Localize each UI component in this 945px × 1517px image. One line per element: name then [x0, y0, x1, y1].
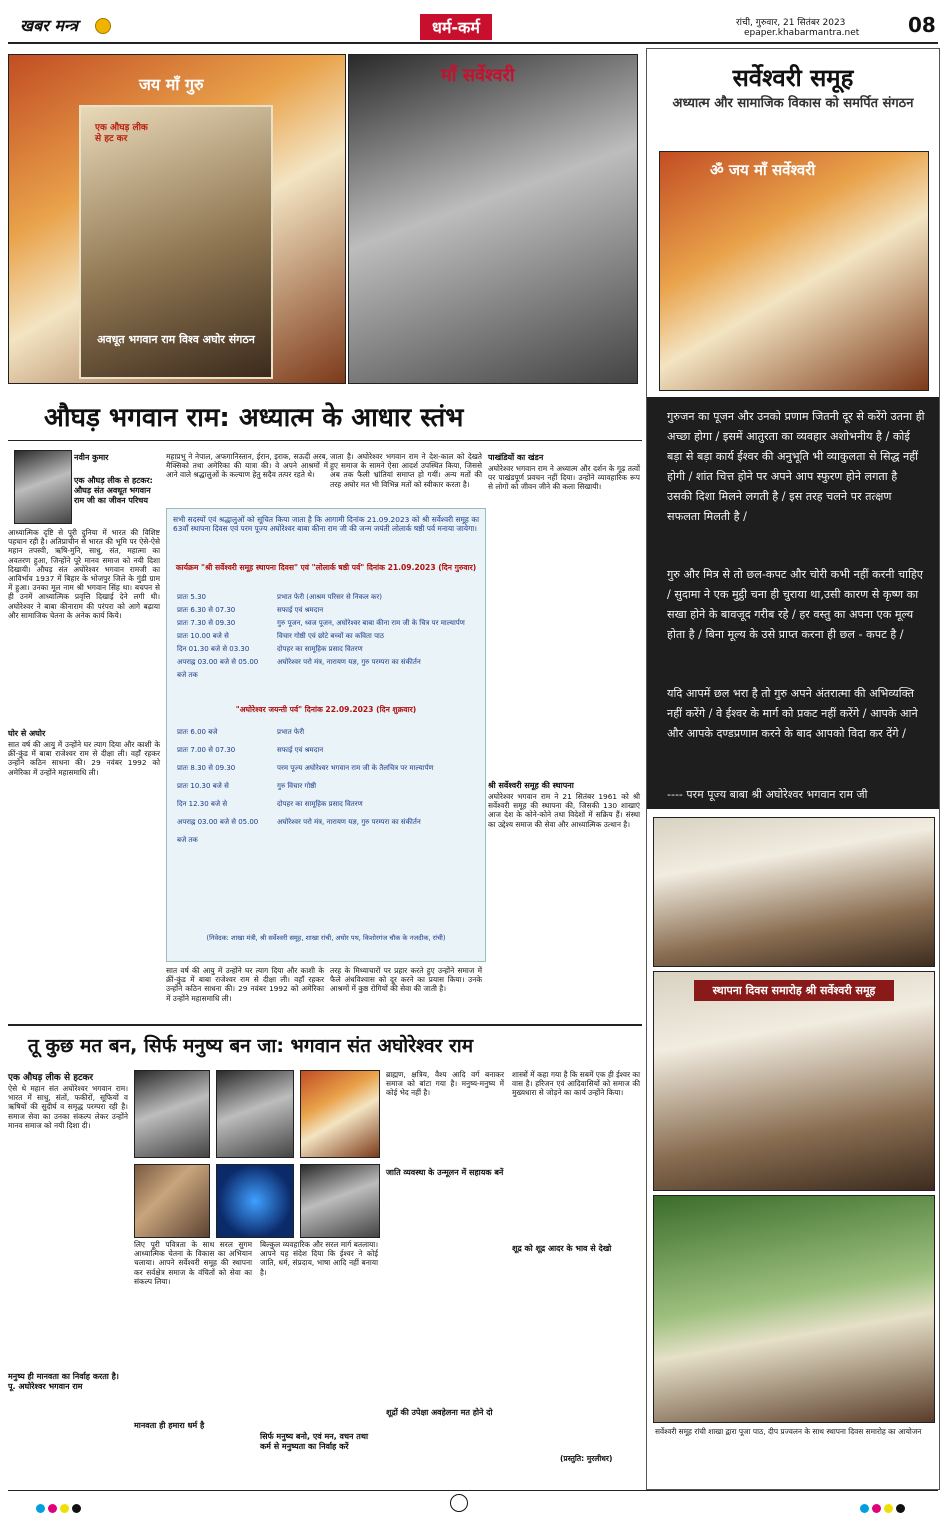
article2-col5-text: शास्त्रों में कहा गया है कि सबमें एक ही ईश्वर का वास है। हरिजन एवं आदिवासियों को समाज की मुख्यधारा से जोड़ने का कार्य उन्होंने किया।: [512, 1070, 640, 1098]
schedule-row: [177, 604, 477, 617]
schedule-time: प्रातः 5.30: [177, 593, 207, 601]
article2-subhead: एक औघड़ लीक से हटकर: [8, 1073, 94, 1083]
article2-col4-subhead: जाति व्यवस्था के उन्मूलन में सहायक बनें: [386, 1168, 504, 1177]
notice-intro: सभी सदस्यों एवं श्रद्धालुओं को सूचित किया जाता है कि आगामी दिनांक 21.09.2023 को श्री सर्वेश्वरी समूह का 63वाँ स्थापना दिवस एवं परम पूज्य अघोरेश्वर बाबा कीना राम जी की जन्म जयंती लोलार्क षष्ठी पर्व मनाया जायेगा।: [173, 515, 479, 534]
article1-intro: एक औघड़ लीक से हटकर: औघड़ संत अवधूत भगवान राम जी का जीवन परिचय: [74, 476, 153, 505]
schedule-event: सफाई एवं श्रमदान: [277, 746, 324, 754]
schedule-row: [177, 759, 477, 777]
page-number: 08: [908, 13, 936, 37]
schedule2-table: [177, 723, 477, 849]
schedule-event: सफाई एवं श्रमदान: [277, 606, 324, 614]
schedule-time: प्रातः 10.00 बजे से: [177, 632, 229, 640]
photo-caption-ma: माँ सर्वेश्वरी: [441, 65, 515, 86]
sidebar-subtitle: अध्यात्म और सामाजिक विकास को समर्पित संगठन: [672, 96, 914, 111]
schedule-row: [177, 656, 477, 682]
article1-top-rule: [8, 440, 642, 441]
header-divider: [8, 42, 938, 44]
schedule1-title: कार्यक्रम "श्री सर्वेश्वरी समूह स्थापना दिवस" एवं "लोलार्क षष्ठी पर्व" दिनांक 21.09.2023 (दिन गुरुवार): [175, 563, 477, 572]
photo-ma-sarveshwari: [659, 151, 929, 391]
quote-paragraph-3: यदि आपमें छल भरा है तो गुरु अपने अंतरात्मा की अभिव्यक्ति नहीं करेंगे / वे ईश्वर के मार्ग को प्रकट नहीं करेंगे / आपके आने और आपके दण्डप्रणाम करने के बाद आपको विदा कर देंगे /: [667, 687, 918, 740]
schedule-event: दोपहर का सामूहिक प्रसाद वितरण: [277, 645, 363, 653]
article1-col1b-text: सात वर्ष की आयु में उन्होंने घर त्याग दिया और काशी के क्रीं-कुंड में बाबा राजेश्वर राम से दीक्षा ली। वहाँ रहकर उन्होंने कठिन साधना की। 29 नवंबर 1992 को अमेरिका में उन्होंने महासमाधि ली।: [8, 740, 160, 777]
quote-paragraph-2: गुरु और मित्र से तो छल-कपट और चोरी कभी नहीं करनी चाहिए / सुदामा ने एक मुट्ठी चना ही चुराया था,उसी कारण से कृष्ण का सखा होने के बावजूद गरीब रहे / हर वस्तु का अपना एक मूल्य होता है / बिना मूल्य के उसे प्राप्त करना ही छल - कपट है /: [667, 568, 923, 641]
schedule-event: अघोरेश्वर परो मंत्र, नारायण यज्ञ, गुरु परम्परा का संकीर्तन: [277, 658, 421, 666]
photo-plantation: [653, 1195, 935, 1423]
article2-col1-text: ऐसे थे महान संत अघोरेश्वर भगवान राम। भारत में साधु, संतों, फकीरों, सूफियों व ऋषियों की सुदीर्घ व समृद्ध परम्परा रही है। समाज सेवा का उनका संकल्प लेकर उन्होंने मानव समाज को नयी दिशा दी।: [8, 1084, 128, 1130]
article2-headline: तू कुछ मत बन, सिर्फ मनुष्य बन जा: भगवान संत अघोरेश्वर राम: [28, 1035, 474, 1057]
schedule-time: प्रातः 8.30 से 09.30: [177, 764, 236, 772]
photo-ceremony-1: [653, 817, 935, 967]
article1-col4b-text: अघोरेश्वर भगवान राम ने 21 सितंबर 1961 को श्री सर्वेश्वरी समूह की स्थापना की, जिसकी 130 शाखाएं आज देश के कोने-कोने तथा विदेशों में सक्रिय हैं। संस्था का उद्देश्य समाज की सेवा और आध्यात्मिक उत्थान है।: [488, 792, 640, 829]
schedule-time: दिन 01.30 बजे से 03.30: [177, 645, 250, 653]
schedule-row: [177, 643, 477, 656]
sidebar-title: सर्वेश्वरी समूह: [732, 64, 854, 92]
schedule-event: गुरु पूजन, ध्वज पूजन, अघोरेश्वर बाबा कीना राम जी के चित्र पर माल्यार्पण: [277, 619, 465, 627]
article2-col2-subhead: मानवता ही हमारा धर्म है: [134, 1421, 205, 1430]
article2-col1-subhead: मनुष्य ही मानवता का निर्वाह करता है। पू. अघोरेश्वर भगवान राम: [8, 1372, 119, 1391]
sidebar-bottom-caption: सर्वेश्वरी समूह रांची शाखा द्वारा पूजा पाठ, दीप प्रज्वलन के साथ स्थापना दिवस समारोह का आयोजन: [655, 1427, 922, 1436]
portrait-3: [300, 1070, 380, 1158]
site-url[interactable]: epaper.khabarmantra.net: [744, 28, 860, 38]
registration-marks-left: [36, 1498, 84, 1517]
schedule-event: प्रभात फेरी: [277, 728, 305, 736]
schedule-row: [177, 777, 477, 795]
article2-col3-subhead: सिर्फ मनुष्य बनो, एवं मन, वचन तथा कर्म से मनुष्यता का निर्वाह करें: [260, 1432, 369, 1451]
portrait-6: [300, 1164, 380, 1238]
quote-paragraph-1: गुरुजन का पूजन और उनको प्रणाम जितनी दूर से करेंगे उतना ही अच्छा होगा / इसमें आतुरता का व्यवहार अशोभनीय है / कोई बड़ा से बड़ा कार्य ईश्वर की अनुभूति भी व्याकुलता से सिद्ध नहीं होगी / शांत चित्त होने पर अपने आप स्फुरण होने लगता है उसकी दिशा मिलने लगती है / इस तरह चलने पर तत्क्षण सफलता मिलती है /: [667, 410, 925, 523]
quote-box: [647, 397, 939, 809]
article2-col3-text: बिल्कुल व्यवहारिक और सरल मार्ग बतलाया। आपने यह संदेश दिया कि ईश्वर ने कोई जाति, धर्म, संप्रदाय, भाषा आदि नहीं बनाया है।: [260, 1240, 378, 1277]
article2-col2-text: लिए पूरी पवित्रता के साथ सरल सुगम आध्यात्मिक चेतना के विकास का अभियान चलाया। आपने सर्वेश्वरी समूह की स्थापना कर सर्वक्षेत्र समाज के वंचितों को सेवा का संकल्प लिया।: [134, 1240, 252, 1286]
book-cover: [79, 105, 273, 379]
crosshair-icon: [450, 1494, 468, 1512]
notice-footer: (निवेदक: शाखा मंत्री, श्री सर्वेश्वरी समूह, शाखा रांची, अघोर पथ, किशोरगंज चौक के नजदीक, रांची): [206, 934, 446, 942]
schedule-row: [177, 813, 477, 849]
portrait-5: [216, 1164, 294, 1238]
portrait-2: [216, 1070, 294, 1158]
program-notice: [166, 508, 486, 962]
schedule-row: [177, 723, 477, 741]
schedule1-table: [177, 591, 477, 682]
schedule-event: परम पूज्य अघोरेश्वर भगवान राम जी के तैलचित्र पर माल्यार्पण: [277, 764, 434, 772]
article1-col1-subhead: घोर से अघोर: [8, 729, 46, 738]
schedule-event: दोपहर का सामूहिक प्रसाद वितरण: [277, 800, 363, 808]
schedule-time: प्रातः 6.00 बजे: [177, 728, 218, 736]
article2-top-rule: [8, 1024, 642, 1026]
dateline: रांची, गुरुवार, 21 सितंबर 2023: [736, 18, 846, 28]
sidebar-photo-caption: ॐ जय माँ सर्वेश्वरी: [710, 161, 816, 179]
brand-emblem-icon: [95, 18, 111, 34]
schedule-event: विचार गोष्ठी एवं छोटे बच्चों का कविता पाठ: [277, 632, 384, 640]
schedule-time: प्रातः 10.30 बजे से: [177, 782, 229, 790]
article1-col1-text: आध्यात्मिक दृष्टि से पूरी दुनिया में भारत की विशिष्ट पहचान रही है। अतिप्राचीन से भारत की भूमि पर ऐसे-ऐसे महान तपस्वी, ऋषि-मुनि, साधु, संत, महात्मा का अवतरण हुआ, जिन्होंने पूरे मानव समाज को नयी दिशा दिखायी। औघड़ संत अघोरेश्वर भगवान रामजी का आविर्भाव 1937 में बिहार के भोजपुर जिले के गुंडी ग्राम में हुआ। उनका मूल नाम श्री भगवान सिंह था। बचपन से ही उनमें आध्यात्मिक प्रवृत्ति दिखाई देने लगी थी। अघोरेश्वर ने बाबा कीनाराम की परंपरा को आगे बढ़ाया और सामाजिक चेतना के अनेक कार्य किये।: [8, 528, 160, 620]
schedule-event: अघोरेश्वर परो मंत्र, नारायण यज्ञ, गुरु परम्परा का संकीर्तन: [277, 818, 421, 826]
schedule-time: अपराह्न 03.00 बजे से 05.00 बजे तक: [177, 658, 259, 679]
article1-headline: औघड़ भगवान राम: अध्यात्म के आधार स्तंभ: [44, 403, 464, 433]
masthead: [0, 0, 945, 44]
brand-logo: खबर मन्त्र: [20, 16, 78, 35]
article2-col4-text: ब्राह्मण, क्षत्रिय, वैश्य आदि वर्ग बनाकर समाज को बांटा गया है। मनुष्य-मनुष्य में कोई भेद नहीं है।: [386, 1070, 504, 1098]
author-photo: [14, 450, 72, 524]
article1-col3b-text: तरह के मिथ्याचारों पर प्रहार करते हुए उन्होंने समाज में फैले अंधविश्वास को दूर करने का प्रयास किया। उनके आश्रमों में कुष्ठ रोगियों की सेवा की जाती है।: [330, 966, 482, 994]
article2-col5-subhead: शूद्र को शूद्र आदर के भाव से देखो: [512, 1244, 612, 1253]
schedule2-title: "अघोरेश्वर जयन्ती पर्व" दिनांक 22.09.2023 (दिन शुक्रवार): [235, 705, 417, 714]
article2-author-note: (प्रस्तुति: मुरलीधर): [560, 1454, 613, 1463]
photo-baba-seated: [348, 54, 638, 384]
portrait-1: [134, 1070, 210, 1158]
schedule-row: [177, 591, 477, 604]
schedule-time: अपराह्न 03.00 बजे से 05.00 बजे तक: [177, 818, 259, 844]
photo-caption-top: जय माँ गुरु: [139, 75, 204, 94]
article1-col2-text: महाप्रभु ने नेपाल, अफगानिस्तान, ईरान, इराक, सऊदी अरब, मैक्सिको तथा अमेरिका की यात्रा की। वे अपने आश्रमों में आने वाले श्रद्धालुओं के कल्याण हेतु सदैव तत्पर रहते थे।: [166, 452, 328, 480]
registration-marks-right: [860, 1498, 908, 1517]
schedule-time: प्रातः 6.30 से 07.30: [177, 606, 236, 614]
schedule-row: [177, 630, 477, 643]
schedule-row: [177, 741, 477, 759]
portrait-4: [134, 1164, 210, 1238]
article1-col3-text: जाता है। अघोरेश्वर भगवान राम ने देश-काल को देखते हुए समाज के सामने ऐसा आदर्श उपस्थित किया, जिससे अब तक फैली भ्रांतियां समाप्त हो गयीं। अन्य मतों की तरह अघोर मत भी विभिन्न मतों को स्वीकार करता है।: [330, 452, 482, 489]
quote-attribution: ---- परम पूज्य बाबा श्री अघोरेश्वर भगवान राम जी: [667, 788, 868, 801]
ceremony-banner: स्थापना दिवस समारोह श्री सर्वेश्वरी समूह: [694, 980, 894, 1001]
schedule-row: [177, 795, 477, 813]
book-title: एक औघड़ लीक से हट कर: [95, 123, 148, 144]
footer-rule: [8, 1490, 938, 1491]
sidebar-frame: [646, 48, 940, 1490]
article1-col4-subhead2: श्री सर्वेश्वरी समूह की स्थापना: [488, 781, 574, 790]
schedule-time: दिन 12.30 बजे से: [177, 800, 228, 808]
article2-col4-subhead2: शूद्रों की उपेक्षा अवहेलना मत होने दो: [386, 1408, 493, 1417]
photo-ceremony-2: [653, 971, 935, 1191]
schedule-time: प्रातः 7.00 से 07.30: [177, 746, 236, 754]
photo-baba-tiger: [8, 54, 346, 384]
schedule-time: प्रातः 7.30 से 09.30: [177, 619, 236, 627]
article1-col4-subhead: पाखंडियों का खंडन: [488, 453, 544, 462]
schedule-event: गुरु विचार गोष्ठी: [277, 782, 317, 790]
article1-col4-text: अघोरेश्वर भगवान राम ने अध्यात्म और दर्शन के गूढ़ तत्वों पर पाखंडपूर्ण प्रवचन नहीं दिया। उन्होंने व्यावहारिक रूप से लोगों को जीवन जीने की कला सिखायी।: [488, 464, 640, 492]
schedule-event: प्रभात फेरी (आश्रम परिसर से निकल कर): [277, 593, 382, 601]
article1-byline: नवीन कुमार: [74, 453, 109, 462]
article1-col2b-text: सात वर्ष की आयु में उन्होंने घर त्याग दिया और काशी के क्रीं-कुंड में बाबा राजेश्वर राम से दीक्षा ली। वहाँ रहकर उन्होंने कठिन साधना की। 29 नवंबर 1992 को अमेरिका में उन्होंने महासमाधि ली।: [166, 966, 324, 1003]
section-label: धर्म-कर्म: [420, 14, 492, 40]
schedule-row: [177, 617, 477, 630]
book-caption: अवधूत भगवान राम विश्व अघोर संगठन: [97, 333, 255, 346]
